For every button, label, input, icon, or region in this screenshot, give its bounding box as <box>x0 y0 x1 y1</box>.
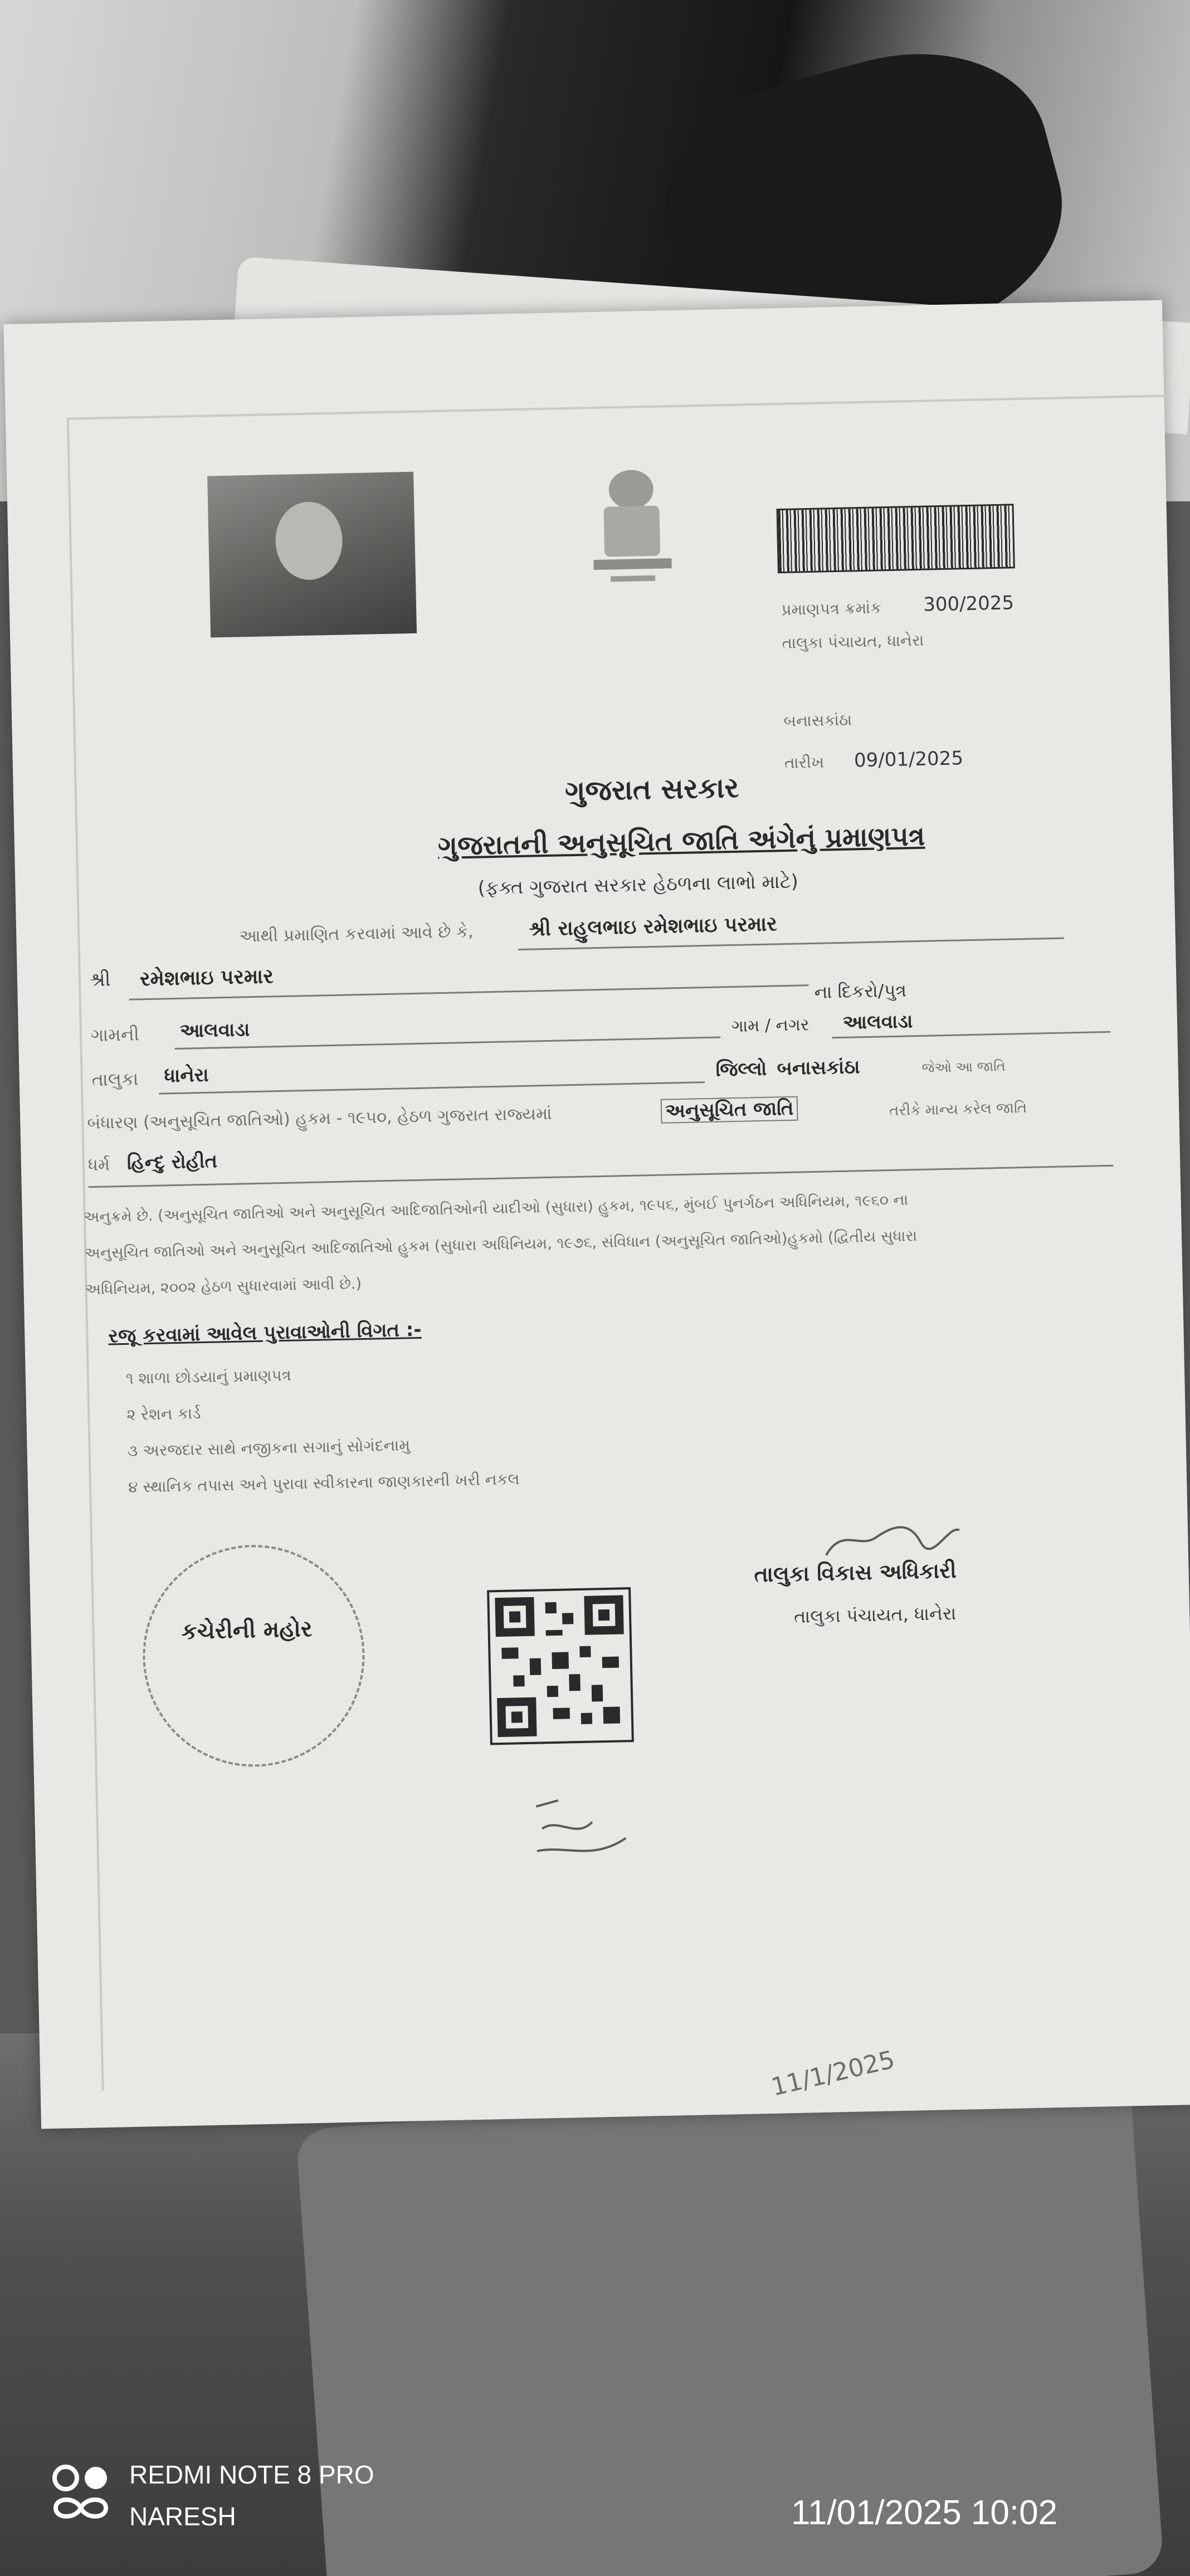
applicant-photo <box>207 472 417 638</box>
district-suffix: જેઓ આ જાતિ <box>921 1058 1006 1076</box>
line1-prefix: આથી પ્રમાણિત કરવામાં આવે છે કે, <box>239 921 474 947</box>
father-name: રમેશભાઇ પરમાર <box>139 965 274 991</box>
religion: હિન્દુ રોહીત <box>126 1150 218 1174</box>
person-name: શ્રી રાહુલભાઇ રમેશભાઇ પરમાર <box>528 913 778 941</box>
evidence-title: રજૂ કરવામાં આવેલ પુરાવાઓની વિગત :- <box>108 1318 422 1348</box>
officer-office: તાલુકા પંચાયત, ધાનેરા <box>793 1602 957 1627</box>
gam-value: આલવાડા <box>842 1010 913 1034</box>
certificate-paper <box>3 300 1190 2129</box>
line2-prefix: શ્રી <box>89 968 111 992</box>
officer-title: તાલુકા વિકાસ અધિકારી <box>754 1558 957 1587</box>
office-line: તાલુકા પંચાયત, ધાનેરા <box>782 631 924 652</box>
religion-prefix: ધર્મ <box>87 1155 110 1175</box>
para-line-2: અનુસૂચિત જાતિઓ અને અનુસૂચિત આદિજાતિઓ હુકમ (સુધારા અધિનિયમ, ૧૯૭૬, સંવિધાન (અનુસૂચિત જાતિઓ)હુકમો (દ્વિતીય સુધારા <box>84 1227 918 1262</box>
watermark-user: NARESH <box>129 2502 236 2531</box>
district-short: બનાસકાંઠા <box>783 710 852 730</box>
subtitle: (ફક્ત ગુજરાત સરકાર હેઠળના લાભો માટે) <box>477 870 799 900</box>
para-line-3: અધિનિયમ, ૨૦૦૨ હેઠળ સુધારવામાં આવી છે.) <box>85 1275 362 1299</box>
district: બનાસકાંઠા <box>777 1056 860 1080</box>
evidence-item-2: ૨ રેશન કાર્ડ <box>126 1404 201 1424</box>
barcode <box>777 504 1015 573</box>
main-title: ગુજરાતની અનુસૂચિત જાતિ અંગેનું પ્રમાણપત્ર <box>437 820 925 862</box>
caste-type: અનુસૂચિત જાતિ <box>661 1096 798 1124</box>
order-text: બંધારણ (અનુસૂચિત જાતિઓ) હુકમ - ૧૯૫૦, હેઠળ ગુજરાત રાજ્યમાં <box>87 1104 552 1134</box>
taluka: ધાનેરા <box>164 1063 209 1087</box>
cert-no: 300/2025 <box>923 592 1015 616</box>
watermark-timestamp: 11/01/2025 10:02 <box>791 2494 1058 2532</box>
taluka-prefix: તાલુકા <box>91 1068 139 1091</box>
issue-date: 09/01/2025 <box>854 747 964 772</box>
cert-no-label: પ્રમાણપત્ર ક્રમાંક <box>781 598 882 619</box>
evidence-item-3: ૩ અરજદાર સાથે નજીકના સગાનું સોગંદનામુ <box>127 1436 411 1460</box>
evidence-item-4: ૪ સ્થાનિક તપાસ અને પુરાવા સ્વીકારના જાણકારની ખરી નકલ <box>128 1470 520 1496</box>
gov-title: ગુજરાત સરકાર <box>564 771 739 808</box>
handwritten-date: 11/1/2025 <box>768 2045 898 2102</box>
state-emblem-icon <box>581 461 684 597</box>
relation: ના દિકરો/પુત્ર <box>814 979 907 1003</box>
district-label: જિલ્લો <box>715 1057 767 1081</box>
camera-watermark-icon <box>50 2462 111 2524</box>
evidence-item-1: ૧ શાળા છોડયાનું પ્રમાણપત્ર <box>125 1365 292 1388</box>
para-line-1: અનુક્રમે છે. (અનુસૂચિત જાતિઓ અને અનુસૂચિત આદિજાતિઓની યાદીઓ (સુધારા) હુકમ, ૧૯૫૬, મુંબઈ પુનર્ગઠન અધિનિયમ, ૧૯૬૦ ના <box>83 1191 909 1226</box>
date-label: તારીખ <box>784 753 825 772</box>
village: આલવાડા <box>179 1018 250 1042</box>
gam-label: ગામ / નગર <box>731 1015 809 1037</box>
village-prefix: ગામની <box>90 1023 140 1046</box>
initials-signature-icon <box>524 1782 637 1874</box>
seal-text: કચેરીની મહોર <box>181 1616 313 1645</box>
watermark-device: REDMI NOTE 8 PRO <box>129 2460 374 2489</box>
order-suffix: તરીકે માન્ય કરેલ જાતિ <box>889 1099 1027 1120</box>
qr-code-icon <box>487 1587 634 1745</box>
